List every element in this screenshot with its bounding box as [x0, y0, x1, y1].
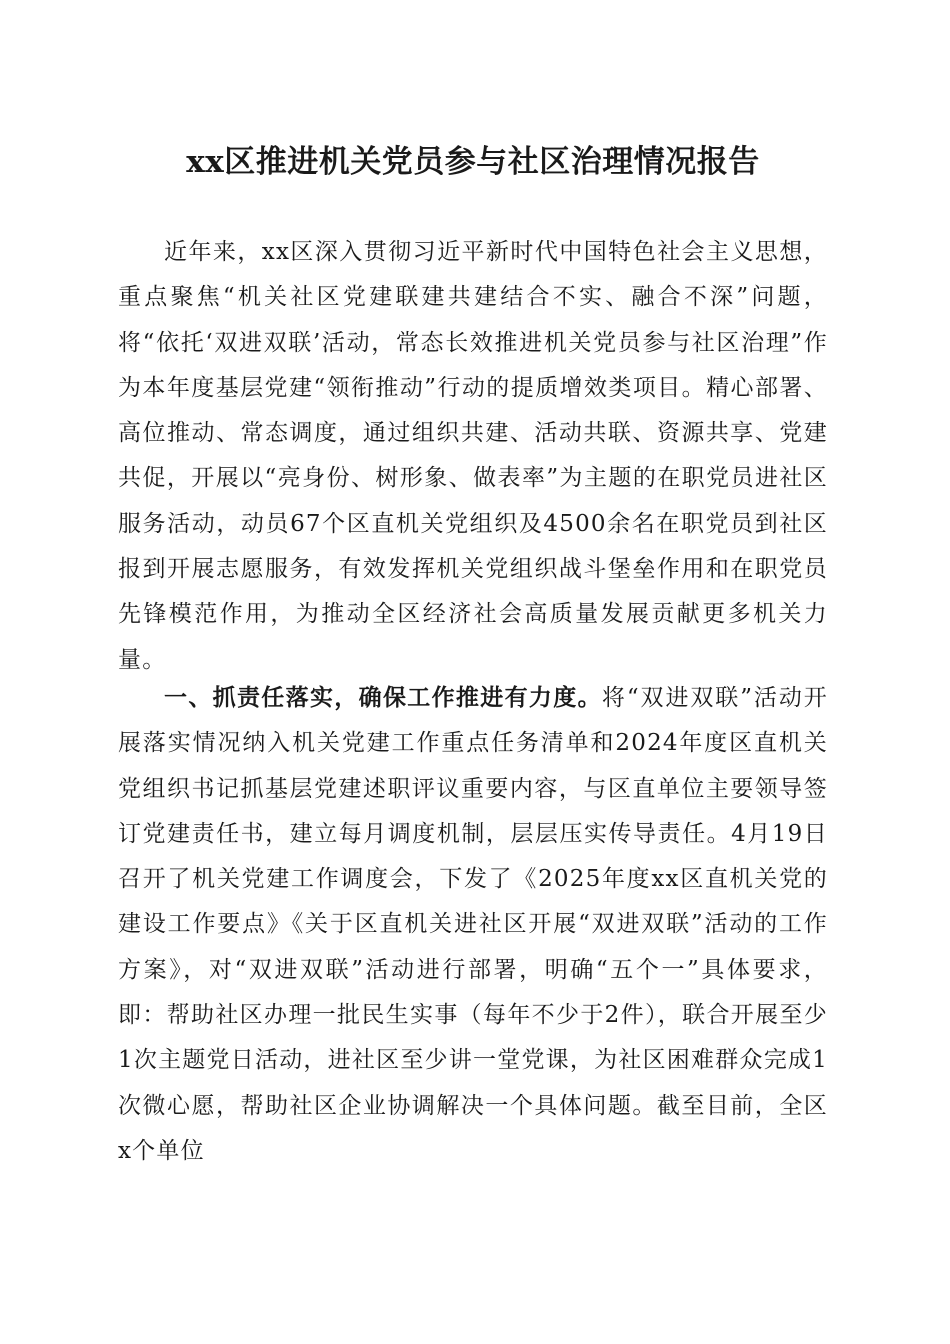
document-title: xx区推进机关党员参与社区治理情况报告: [186, 144, 760, 180]
section-1-body: 将“双进双联”活动开展落实情况纳入机关党建工作重点任务清单和2024年度区直机关党组织书记抓基层党建述职评议重要内容，与区直单位主要领导签订党建责任书，建立每月调度机制，层层压实传导责任。4月19日召开了机关党建工作调度会，下发了《2025年度xx区直机关党的建设工作要点》《关于区直机关进社区开展“双进双联”活动的工作方案》，对“双进双联”活动进行部署，明确“五个一”具体要求，即：帮助社区办理一批民生实事（每年不少于2件），联合开展至少1次主题党日活动，进社区至少讲一堂党课，为社区困难群众完成1次微心愿，帮助社区企业协调解决一个具体问题。截至目前，全区x个单位: [118, 685, 828, 1164]
document-page: [118, 0, 828, 1344]
section-1-heading: 一、抓责任落实，确保工作推进有力度。: [164, 685, 602, 711]
intro-paragraph: 近年来，xx区深入贯彻习近平新时代中国特色社会主义思想，重点聚焦“机关社区党建联建共建结合不实、融合不深”问题，将“依托‘双进双联’活动，常态长效推进机关党员参与社区治理”作为本年度基层党建“领衔推动”行动的提质增效类项目。精心部署、高位推动、常态调度，通过组织共建、活动共联、资源共享、党建共促，开展以“亮身份、树形象、做表率”为主题的在职党员进社区服务活动，动员67个区直机关党组织及4500余名在职党员到社区报到开展志愿服务，有效发挥机关党组织战斗堡垒作用和在职党员先锋模范作用，为推动全区经济社会高质量发展贡献更多机关力量。: [118, 239, 828, 673]
section-1-paragraph: [118, 676, 828, 1174]
